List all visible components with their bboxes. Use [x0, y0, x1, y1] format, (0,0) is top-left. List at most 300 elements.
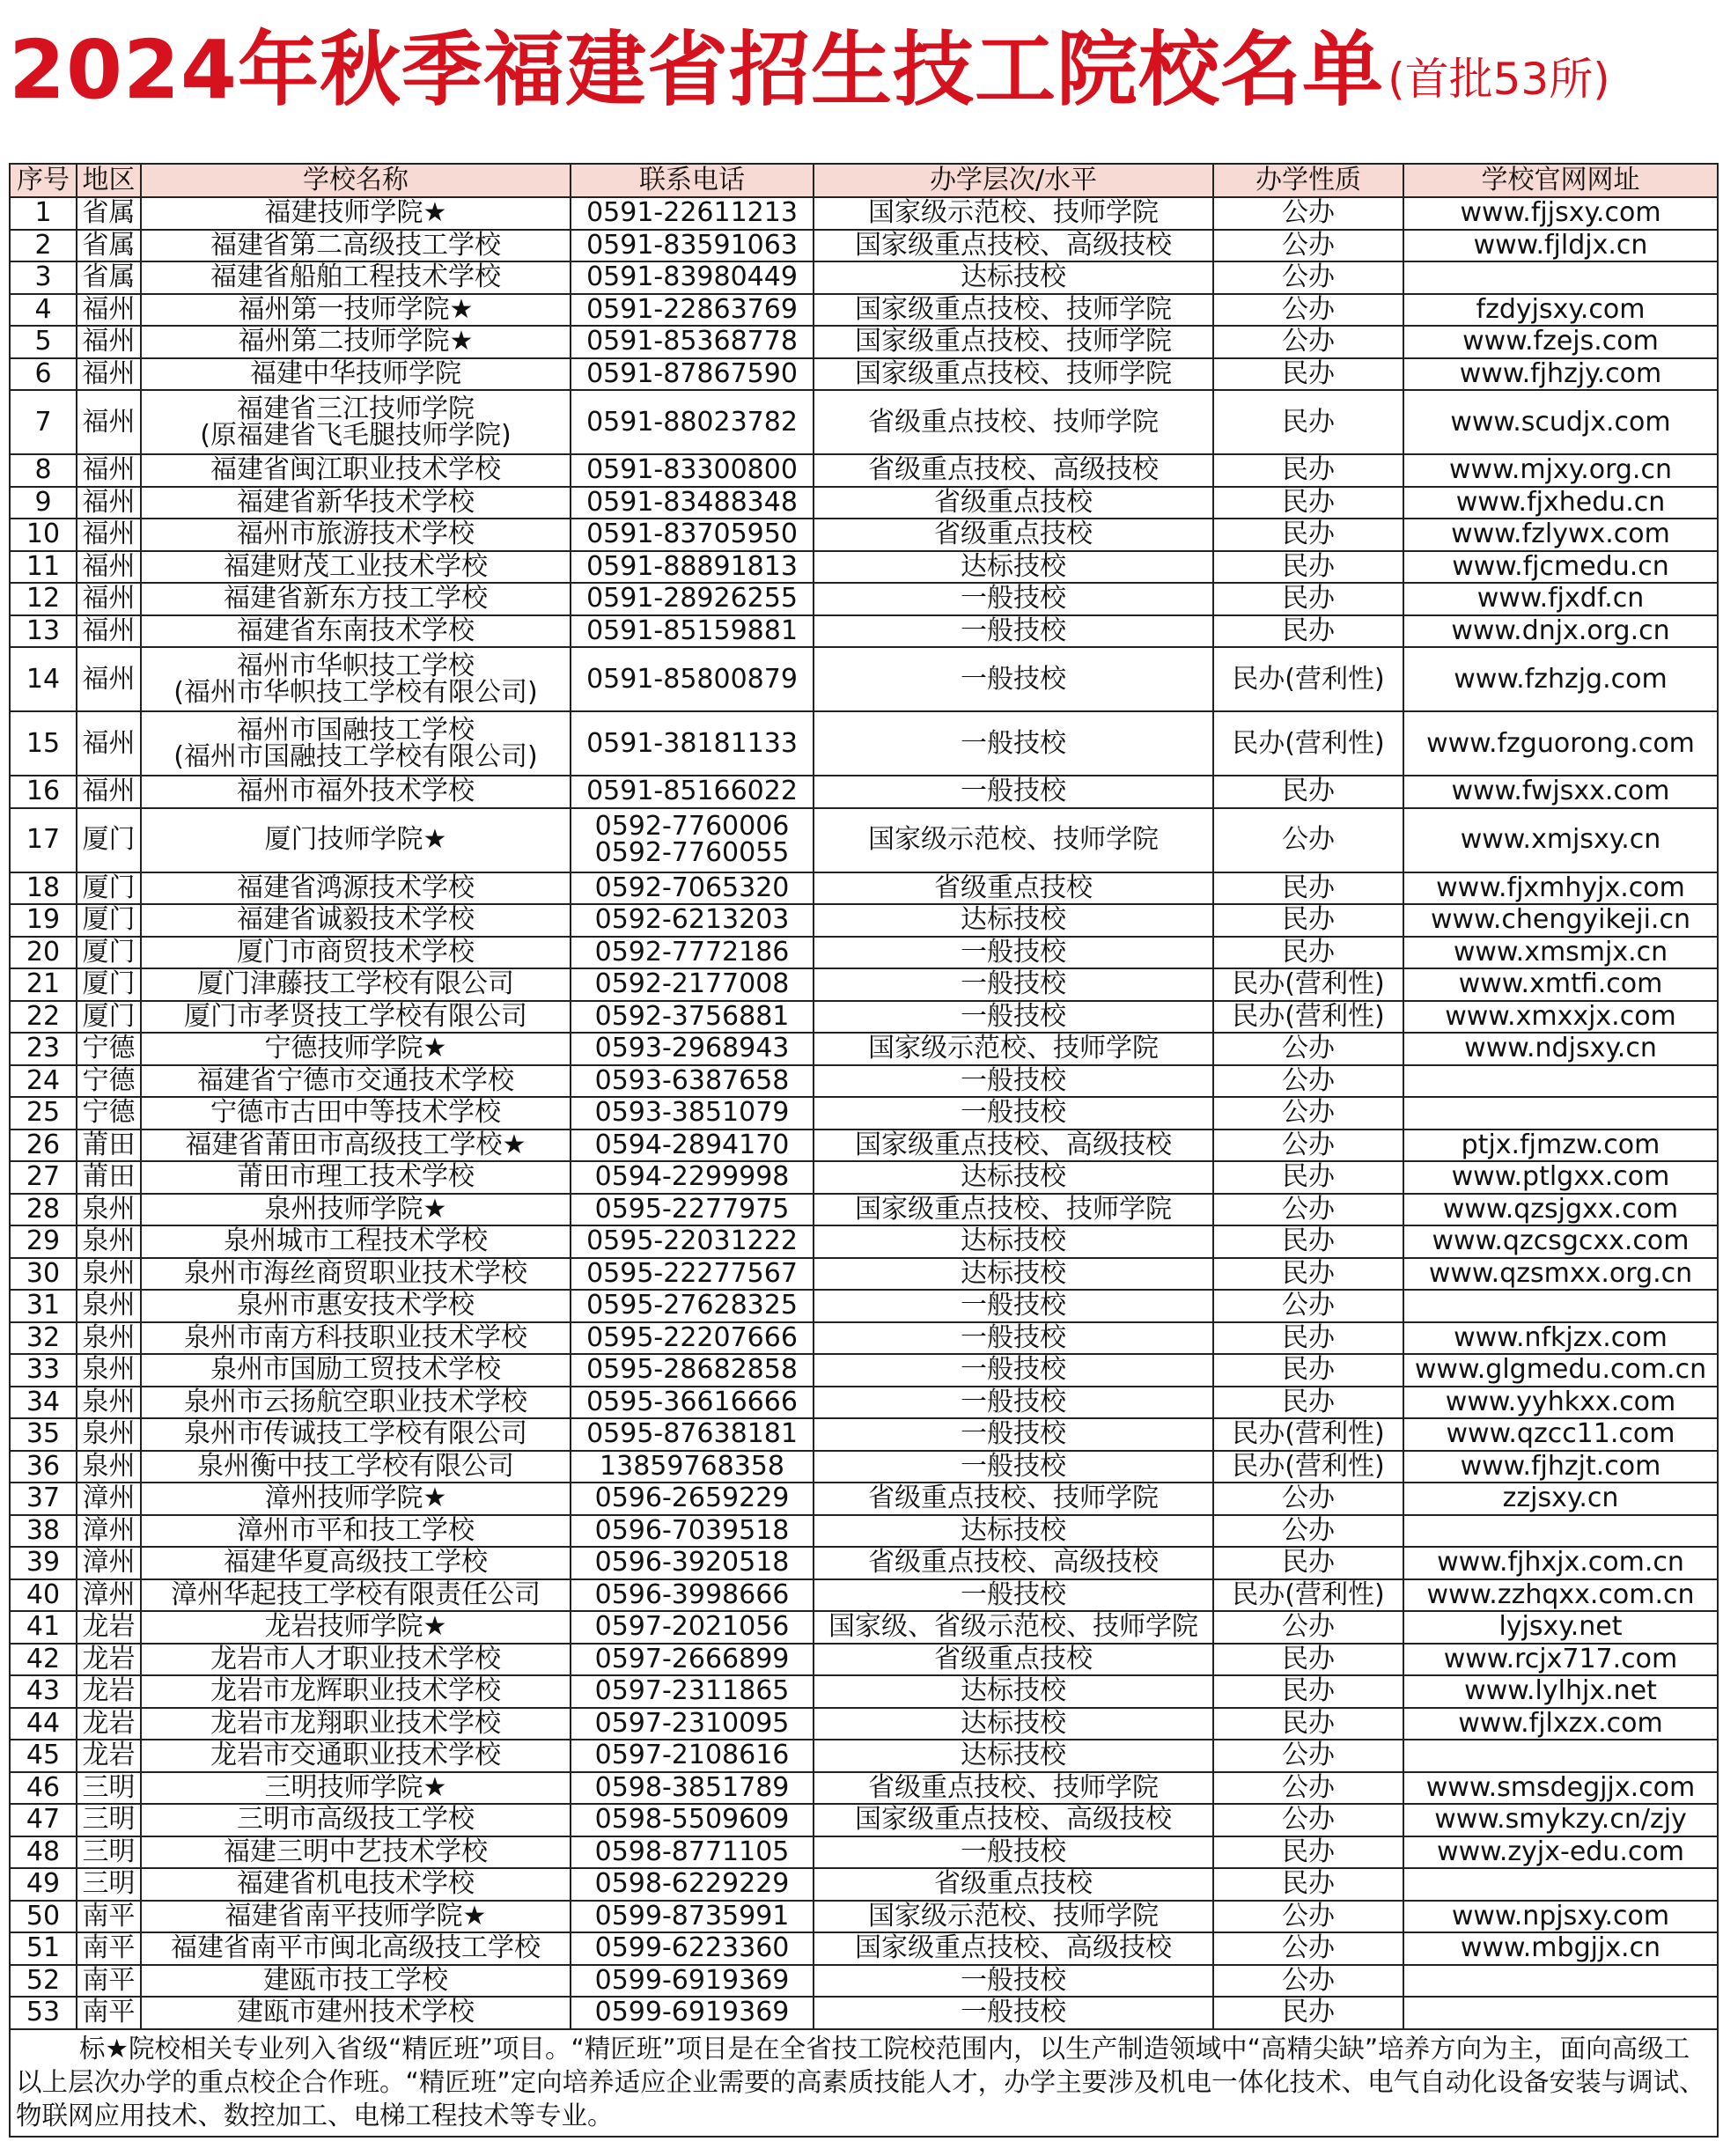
row-no: 20 [10, 937, 77, 969]
row-level: 国家级重点技校、高级技校 [814, 230, 1213, 262]
phone-number: 0597-2311865 [594, 1675, 790, 1707]
row-website[interactable]: www.smykzy.cn/zjy [1403, 1804, 1718, 1836]
row-no: 3 [10, 261, 77, 294]
row-nature: 民办(营利性) [1213, 711, 1403, 776]
table-row [10, 1483, 1718, 1515]
row-website[interactable]: zzjsxy.cn [1403, 1483, 1718, 1515]
row-school-name [141, 230, 571, 262]
school-name-line: 漳州市平和技工学校 [237, 1514, 475, 1546]
table-row [10, 1387, 1718, 1419]
row-nature: 民办 [1213, 1258, 1403, 1291]
phone-number: 0591-22611213 [586, 197, 798, 229]
row-nature: 民办 [1213, 1836, 1403, 1869]
row-no: 43 [10, 1675, 77, 1708]
row-website[interactable]: www.lylhjx.net [1403, 1675, 1718, 1708]
table-row [10, 1451, 1718, 1483]
row-nature: 民办 [1213, 1997, 1403, 2029]
page-header [0, 0, 1723, 141]
row-website[interactable]: www.fjxhedu.cn [1403, 487, 1718, 519]
row-no: 38 [10, 1515, 77, 1548]
row-level: 达标技校 [814, 1225, 1213, 1258]
row-website[interactable]: ptjx.fjmzw.com [1403, 1130, 1718, 1162]
row-website[interactable]: www.xmtfi.com [1403, 968, 1718, 1001]
row-region: 厦门 [77, 808, 141, 872]
row-website[interactable] [1403, 1997, 1718, 2029]
table-row [10, 1804, 1718, 1836]
row-nature: 民办(营利性) [1213, 1451, 1403, 1483]
school-name-line: 福建省南平技师学院★ [225, 1900, 487, 1932]
table-row [10, 1901, 1718, 1933]
row-no: 22 [10, 1001, 77, 1034]
row-nature: 民办 [1213, 487, 1403, 519]
row-website[interactable] [1403, 1868, 1718, 1901]
table-row [10, 519, 1718, 551]
row-school-name [141, 326, 571, 358]
row-region: 厦门 [77, 872, 141, 905]
row-no: 47 [10, 1804, 77, 1836]
table-row [10, 904, 1718, 937]
table-row [10, 1322, 1718, 1355]
row-nature: 公办 [1213, 1290, 1403, 1322]
row-region: 龙岩 [77, 1675, 141, 1708]
school-name-line: 泉州城市工程技术学校 [224, 1225, 488, 1257]
school-name-line: 泉州衡中技工学校有限公司 [197, 1450, 514, 1482]
phone-number: 0598-5509609 [594, 1804, 790, 1836]
row-school-name [141, 1065, 571, 1098]
row-school-name [141, 1932, 571, 1965]
row-nature: 公办 [1213, 1901, 1403, 1933]
school-name-line: 三明市高级技工学校 [237, 1804, 475, 1836]
row-nature: 民办(营利性) [1213, 968, 1403, 1001]
row-website[interactable]: fzdyjsxy.com [1403, 294, 1718, 327]
row-no: 32 [10, 1322, 77, 1355]
row-no: 1 [10, 197, 77, 230]
row-website[interactable] [1403, 261, 1718, 294]
row-no: 19 [10, 904, 77, 937]
row-nature: 民办 [1213, 1225, 1403, 1258]
phone-number: 0591-83488348 [586, 486, 798, 518]
row-level: 国家级重点技校、技师学院 [814, 326, 1213, 358]
school-name-line: 建瓯市技工学校 [263, 1964, 448, 1996]
table-row [10, 1515, 1718, 1548]
table-row [10, 1290, 1718, 1322]
row-level: 一般技校 [814, 647, 1213, 711]
row-level: 一般技校 [814, 1322, 1213, 1355]
row-school-name [141, 1161, 571, 1194]
school-name-line: 泉州技师学院★ [264, 1193, 447, 1225]
school-name-line: 宁德市古田中等技术学校 [210, 1097, 501, 1129]
row-school-name [141, 904, 571, 937]
table-row [10, 808, 1718, 872]
row-region: 福州 [77, 358, 141, 391]
row-region: 省属 [77, 230, 141, 262]
table-row [10, 487, 1718, 519]
row-no: 14 [10, 647, 77, 711]
row-region: 福州 [77, 711, 141, 776]
row-level: 一般技校 [814, 1065, 1213, 1098]
row-school-name [141, 1547, 571, 1579]
row-region: 福州 [77, 583, 141, 615]
table-row [10, 1065, 1718, 1098]
row-school-name [141, 390, 571, 454]
row-region: 厦门 [77, 904, 141, 937]
row-region: 龙岩 [77, 1740, 141, 1772]
row-level: 省级重点技校、技师学院 [814, 1483, 1213, 1515]
phone-number: 0592-7760055 [594, 837, 790, 868]
row-region: 宁德 [77, 1065, 141, 1098]
row-website[interactable]: www.qzcc11.com [1403, 1418, 1718, 1451]
row-region: 宁德 [77, 1033, 141, 1065]
row-level: 一般技校 [814, 711, 1213, 776]
phone-number: 0597-2108616 [594, 1740, 790, 1771]
header-school-name: 学校名称 [141, 164, 571, 197]
school-name-line: 龙岩市人才职业技术学校 [210, 1643, 501, 1674]
row-website[interactable] [1403, 1965, 1718, 1998]
row-school-name [141, 1515, 571, 1548]
school-name-line: 泉州市传诚技工学校有限公司 [184, 1418, 527, 1450]
row-website[interactable]: lyjsxy.net [1403, 1611, 1718, 1644]
row-region: 福州 [77, 487, 141, 519]
row-phone [571, 1611, 814, 1644]
page-title: 2024年秋季福建省招生技工院校名单 [9, 23, 1385, 117]
row-region: 莆田 [77, 1130, 141, 1162]
school-name-line: 福建省鸿源技术学校 [237, 872, 475, 903]
row-website[interactable]: www.fwjsxx.com [1403, 776, 1718, 808]
school-name-line: 泉州市海丝商贸职业技术学校 [184, 1257, 527, 1289]
phone-number: 0591-87867590 [586, 357, 798, 389]
school-name-line: 厦门市孝贤技工学校有限公司 [184, 1000, 527, 1032]
row-website[interactable]: www.chengyikeji.cn [1403, 904, 1718, 937]
row-website[interactable]: www.scudjx.com [1403, 390, 1718, 454]
row-phone [571, 294, 814, 327]
row-website[interactable]: www.nfkjzx.com [1403, 1322, 1718, 1355]
row-website[interactable]: www.dnjx.org.cn [1403, 615, 1718, 648]
row-region: 三明 [77, 1804, 141, 1836]
row-nature: 民办 [1213, 1354, 1403, 1387]
row-phone [571, 1515, 814, 1548]
row-level: 省级重点技校、高级技校 [814, 1547, 1213, 1579]
school-name-line: 福建省南平市闽北高级技工学校 [171, 1932, 541, 1964]
school-name-line: 福建省机电技术学校 [237, 1868, 475, 1900]
table-row [10, 1611, 1718, 1644]
row-phone [571, 1932, 814, 1965]
row-phone [571, 1418, 814, 1451]
row-website[interactable]: www.ptlgxx.com [1403, 1161, 1718, 1194]
row-nature: 公办 [1213, 1130, 1403, 1162]
row-phone [571, 519, 814, 551]
row-phone [571, 454, 814, 487]
row-nature: 民办 [1213, 1708, 1403, 1740]
row-school-name [141, 1322, 571, 1355]
row-no: 2 [10, 230, 77, 262]
row-website[interactable]: www.fjhxjx.com.cn [1403, 1547, 1718, 1579]
phone-number: 0591-83705950 [586, 519, 798, 550]
phone-number: 0595-22207666 [586, 1321, 798, 1353]
school-name-line: 福建华夏高级技工学校 [224, 1547, 488, 1578]
header-phone: 联系电话 [571, 164, 814, 197]
school-name-line: 福州第二技师学院★ [238, 326, 474, 357]
row-region: 福州 [77, 390, 141, 454]
row-website[interactable]: www.xmxxjx.com [1403, 1001, 1718, 1034]
table-row [10, 1836, 1718, 1869]
row-website[interactable] [1403, 1290, 1718, 1322]
row-phone [571, 487, 814, 519]
phone-number: 0594-2299998 [594, 1161, 790, 1193]
phone-number: 0595-27628325 [586, 1290, 798, 1321]
row-phone [571, 776, 814, 808]
row-region: 龙岩 [77, 1644, 141, 1676]
row-website[interactable]: www.qzsmxx.org.cn [1403, 1258, 1718, 1291]
row-school-name [141, 647, 571, 711]
header-level: 办学层次/水平 [814, 164, 1213, 197]
school-name-line: 福州市华帜技工学校 [237, 650, 475, 681]
row-website[interactable]: www.fjhzjt.com [1403, 1451, 1718, 1483]
phone-number: 0597-2666899 [594, 1643, 790, 1674]
row-level: 省级重点技校 [814, 519, 1213, 551]
row-phone [571, 1997, 814, 2029]
row-no: 39 [10, 1547, 77, 1579]
row-level: 省级重点技校 [814, 1868, 1213, 1901]
table-row [10, 1868, 1718, 1901]
row-website[interactable]: www.mjxy.org.cn [1403, 454, 1718, 487]
school-name-line: 福州市国融技工学校 [237, 714, 475, 746]
row-no: 13 [10, 615, 77, 648]
row-region: 福州 [77, 294, 141, 327]
school-name-line: (福州市国融技工学校有限公司) [173, 740, 538, 772]
row-region: 泉州 [77, 1418, 141, 1451]
row-website[interactable]: www.qzcsgcxx.com [1403, 1225, 1718, 1258]
row-nature: 公办 [1213, 294, 1403, 327]
row-phone [571, 1836, 814, 1869]
row-region: 漳州 [77, 1483, 141, 1515]
row-phone [571, 1130, 814, 1162]
row-level: 达标技校 [814, 1515, 1213, 1548]
row-nature: 民办 [1213, 904, 1403, 937]
row-phone [571, 1161, 814, 1194]
row-region: 福州 [77, 776, 141, 808]
row-phone [571, 326, 814, 358]
phone-number: 0598-3851789 [594, 1771, 790, 1803]
row-phone [571, 1868, 814, 1901]
row-no: 49 [10, 1868, 77, 1901]
row-website[interactable]: www.fzejs.com [1403, 326, 1718, 358]
row-no: 25 [10, 1097, 77, 1130]
row-nature: 公办 [1213, 1194, 1403, 1226]
row-no: 41 [10, 1611, 77, 1644]
row-level: 国家级重点技校、高级技校 [814, 1932, 1213, 1965]
row-phone [571, 261, 814, 294]
row-website[interactable]: www.zzhqxx.com.cn [1403, 1579, 1718, 1612]
school-name-line: 龙岩市龙翔职业技术学校 [210, 1707, 501, 1739]
row-region: 厦门 [77, 1001, 141, 1034]
phone-number: 0592-2177008 [594, 968, 790, 1000]
row-region: 漳州 [77, 1547, 141, 1579]
row-region: 南平 [77, 1932, 141, 1965]
phone-number: 0598-8771105 [594, 1836, 790, 1867]
row-website[interactable]: www.fjhzjy.com [1403, 358, 1718, 391]
row-no: 48 [10, 1836, 77, 1869]
row-website[interactable]: www.zyjx-edu.com [1403, 1836, 1718, 1869]
row-school-name [141, 1740, 571, 1772]
row-website[interactable] [1403, 1065, 1718, 1098]
row-website[interactable]: www.rcjx717.com [1403, 1644, 1718, 1676]
row-no: 27 [10, 1161, 77, 1194]
row-region: 省属 [77, 261, 141, 294]
row-school-name [141, 1130, 571, 1162]
row-school-name [141, 519, 571, 551]
row-website[interactable]: www.glgmedu.com.cn [1403, 1354, 1718, 1387]
table-row [10, 551, 1718, 584]
row-website[interactable]: www.fzhzjg.com [1403, 647, 1718, 711]
row-no: 8 [10, 454, 77, 487]
row-no: 29 [10, 1225, 77, 1258]
row-nature: 公办 [1213, 1804, 1403, 1836]
row-phone [571, 1804, 814, 1836]
row-region: 泉州 [77, 1354, 141, 1387]
row-nature: 民办 [1213, 454, 1403, 487]
row-phone [571, 711, 814, 776]
row-school-name [141, 1001, 571, 1034]
row-website[interactable]: www.mbgjjx.cn [1403, 1932, 1718, 1965]
row-level: 达标技校 [814, 1675, 1213, 1708]
row-region: 福州 [77, 551, 141, 584]
row-website[interactable]: www.fjlxzx.com [1403, 1708, 1718, 1740]
row-region: 南平 [77, 1965, 141, 1998]
row-website[interactable]: www.fzguorong.com [1403, 711, 1718, 776]
row-website[interactable]: www.fzlywx.com [1403, 519, 1718, 551]
row-phone [571, 1065, 814, 1098]
row-website[interactable] [1403, 1515, 1718, 1548]
row-level: 一般技校 [814, 1451, 1213, 1483]
row-level: 达标技校 [814, 1258, 1213, 1291]
row-no: 37 [10, 1483, 77, 1515]
row-school-name [141, 1579, 571, 1612]
table-row [10, 1097, 1718, 1130]
row-phone [571, 1194, 814, 1226]
row-nature: 民办 [1213, 937, 1403, 969]
row-level: 国家级示范校、技师学院 [814, 197, 1213, 230]
row-region: 省属 [77, 197, 141, 230]
row-website[interactable]: www.fjxmhyjx.com [1403, 872, 1718, 905]
phone-number: 0595-28682858 [586, 1354, 798, 1386]
row-nature: 民办 [1213, 1161, 1403, 1194]
row-region: 泉州 [77, 1290, 141, 1322]
row-nature: 民办 [1213, 1387, 1403, 1419]
star-note: 标★院校相关专业列入省级“精匠班”项目。“精匠班”项目是在全省技工院校范围内，以生产制造领域中“高精尖缺”培养方向为主，面向高级工以上层次办学的重点校企合作班。“精匠班”定向培养适应企业需要的高素质技能人才，办学主要涉及机电一体化技术、电气自动化设备安装与调试、物联网应用技术、数控加工、电梯工程技术等专业。 [10, 2029, 1718, 2137]
school-name-line: 厦门津藤技工学校有限公司 [197, 968, 514, 1000]
row-website[interactable]: www.fjjsxy.com [1403, 197, 1718, 230]
row-website[interactable]: www.xmjsxy.cn [1403, 808, 1718, 872]
phone-number: 0591-83300800 [586, 454, 798, 486]
row-level: 省级重点技校 [814, 872, 1213, 905]
row-website[interactable]: www.ndjsxy.cn [1403, 1033, 1718, 1065]
school-list-sheet [9, 163, 1717, 2138]
row-no: 45 [10, 1740, 77, 1772]
row-school-name [141, 872, 571, 905]
row-website[interactable]: www.smsdegjjx.com [1403, 1772, 1718, 1805]
school-name-line: (福州市华帜技工学校有限公司) [173, 676, 538, 708]
row-region: 泉州 [77, 1194, 141, 1226]
phone-number: 0596-3998666 [594, 1578, 790, 1610]
school-name-line: 福建技师学院★ [264, 197, 447, 229]
row-no: 21 [10, 968, 77, 1001]
school-name-line: 福州第一技师学院★ [238, 293, 474, 325]
row-no: 53 [10, 1997, 77, 2029]
row-no: 6 [10, 358, 77, 391]
row-level: 省级重点技校 [814, 1644, 1213, 1676]
phone-number: 0592-6213203 [594, 904, 790, 936]
table-row [10, 776, 1718, 808]
table-body [10, 197, 1718, 2029]
row-website[interactable]: www.npjsxy.com [1403, 1901, 1718, 1933]
row-no: 46 [10, 1772, 77, 1805]
row-website[interactable] [1403, 1097, 1718, 1130]
row-level: 一般技校 [814, 1997, 1213, 2029]
phone-number: 0593-6387658 [594, 1064, 790, 1096]
row-school-name [141, 1836, 571, 1869]
row-school-name [141, 711, 571, 776]
phone-number: 0591-22863769 [586, 293, 798, 325]
row-school-name [141, 1451, 571, 1483]
row-website[interactable]: www.xmsmjx.cn [1403, 937, 1718, 969]
row-no: 18 [10, 872, 77, 905]
table-row [10, 1547, 1718, 1579]
row-phone [571, 872, 814, 905]
row-no: 28 [10, 1194, 77, 1226]
school-name-line: 福建省新东方技工学校 [224, 583, 488, 614]
row-phone [571, 968, 814, 1001]
row-phone [571, 904, 814, 937]
row-website[interactable]: www.fjxdf.cn [1403, 583, 1718, 615]
row-nature: 民办 [1213, 1644, 1403, 1676]
row-school-name [141, 583, 571, 615]
school-name-line: 福建省莆田市高级技工学校★ [185, 1129, 526, 1160]
row-school-name [141, 1965, 571, 1998]
row-level: 省级重点技校、高级技校 [814, 454, 1213, 487]
row-level: 一般技校 [814, 583, 1213, 615]
row-no: 15 [10, 711, 77, 776]
table-row [10, 1354, 1718, 1387]
row-phone [571, 1740, 814, 1772]
row-nature: 民办(营利性) [1213, 1579, 1403, 1612]
phone-number: 0596-7039518 [594, 1514, 790, 1546]
row-phone [571, 358, 814, 391]
row-website[interactable]: www.fjldjx.cn [1403, 230, 1718, 262]
row-phone [571, 1451, 814, 1483]
row-nature: 民办 [1213, 1868, 1403, 1901]
row-region: 福州 [77, 647, 141, 711]
row-nature: 民办 [1213, 776, 1403, 808]
row-no: 50 [10, 1901, 77, 1933]
row-phone [571, 615, 814, 648]
phone-number: 0592-7760006 [594, 811, 790, 842]
row-website[interactable] [1403, 1740, 1718, 1772]
row-phone [571, 647, 814, 711]
row-website[interactable]: www.yyhkxx.com [1403, 1387, 1718, 1419]
school-name-line: 福建省诚毅技术学校 [237, 904, 475, 936]
row-website[interactable]: www.fjcmedu.cn [1403, 551, 1718, 584]
table-row [10, 1708, 1718, 1740]
row-no: 26 [10, 1130, 77, 1162]
row-phone [571, 1225, 814, 1258]
school-name-line: 福建中华技师学院 [250, 357, 461, 389]
row-website[interactable]: www.qzsjgxx.com [1403, 1194, 1718, 1226]
row-school-name [141, 1675, 571, 1708]
row-level: 国家级重点技校、技师学院 [814, 294, 1213, 327]
row-region: 泉州 [77, 1387, 141, 1419]
row-phone [571, 1290, 814, 1322]
row-nature: 公办 [1213, 1772, 1403, 1805]
